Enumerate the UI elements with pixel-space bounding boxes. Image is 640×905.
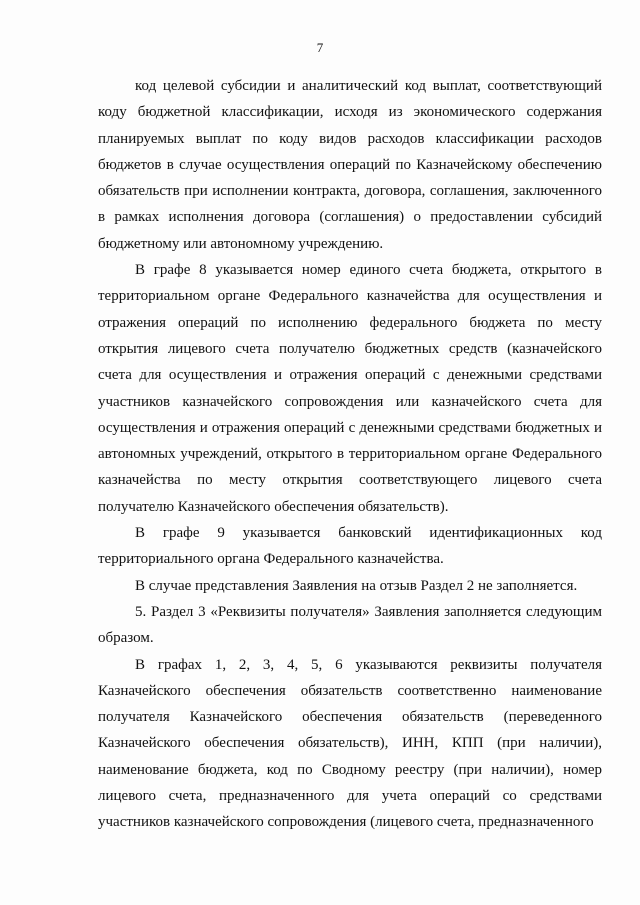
- page-number: 7: [316, 40, 324, 55]
- paragraph-revocation: В случае представления Заявления на отзыв Раздел 2 не заполняется.: [135, 577, 578, 594]
- paragraph-column-8: В графе 8 указывается номер единого счета бюджета, открытого в территориальном органе Федерального казначейства для осуществления и отражения операций по исполнению федерального бюджета по месту открытия лицевого счета получателю бюджетных средств (казначейского счета для осуществления и отражения операций с денежными средствами участников казначейского сопровождения или казначейского счета для осуществления и отражения операций с денежными средствами бюджетных и автономных учреждений, открытого в территориальном органе Федерального казначейства по месту открытия соответствующего лицевого счета получателю Казначейского обеспечения обязательств).: [98, 262, 602, 515]
- document-body: [98, 73, 602, 836]
- paragraph-column-9: В графе 9 указывается банковский идентификационных код территориального органа Федерального казначейства.: [98, 525, 602, 568]
- paragraph-columns-1-6: В графах 1, 2, 3, 4, 5, 6 указываются реквизиты получателя Казначейского обеспечения обязательств соответственно наименование получателя Казначейского обеспечения обязательств (переведенного Казначейского обеспечения обязательств), ИНН, КПП (при наличии), наименование бюджета, код по Сводному реестру (при наличии), номер лицевого счета, предназначенного для учета операций со средствами участников казначейского сопровождения (лицевого счета, предназначенного: [98, 656, 602, 831]
- paragraph-continuation: код целевой субсидии и аналитический код выплат, соответствующий коду бюджетной классификации, исходя из экономического содержания планируемых выплат по коду видов расходов классификации расходов бюджетов в случае осуществления операций по Казначейскому обеспечению обязательств при исполнении контракта, договора, соглашения, заключенного в рамках исполнения договора (соглашения) о предоставлении субсидий бюджетному или автономному учреждению.: [98, 78, 602, 252]
- paragraph-section-3: 5. Раздел 3 «Реквизиты получателя» Заявления заполняется следующим образом.: [98, 603, 602, 647]
